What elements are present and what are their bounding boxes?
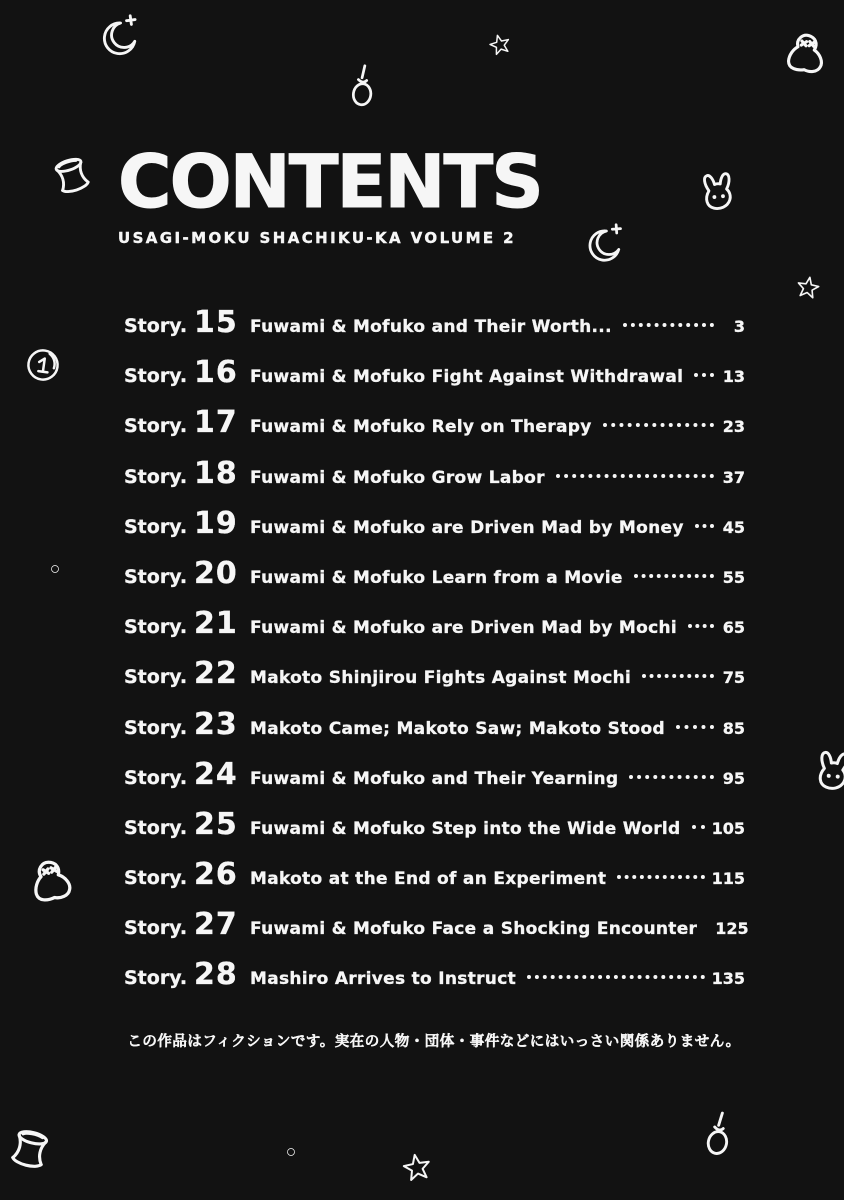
story-label: Story. — [124, 315, 188, 337]
story-title: Makoto at the End of an Experiment — [250, 869, 607, 890]
story-title: Makoto Shinjirou Fights Against Mochi — [250, 668, 632, 689]
teru-teru-bozu-icon — [20, 854, 80, 914]
story-number: 15 — [194, 305, 238, 340]
story-title: Fuwami & Mofuko Step into the Wide World — [250, 818, 681, 839]
dot-circle-icon — [49, 563, 61, 575]
story-label: Story. — [124, 816, 188, 839]
story-page-number: 37 — [722, 467, 745, 487]
dot-leader — [694, 373, 714, 377]
moon-sparkle-icon — [579, 223, 626, 270]
story-page-number: 85 — [722, 718, 745, 738]
story-page-number: 55 — [722, 567, 745, 587]
bunny-icon — [691, 169, 742, 220]
story-title: Makoto Came; Makoto Saw; Makoto Stood — [250, 718, 665, 739]
story-number: 20 — [194, 555, 238, 591]
story-page-number: 3 — [733, 317, 745, 336]
disclaimer-text: この作品はフィクションです。実在の人物・団体・事件などにはいっさい関係ありません。 — [127, 1034, 741, 1050]
story-label: Story. — [124, 917, 188, 940]
story-title: Fuwami & Mofuko are Driven Mad by Money — [250, 517, 684, 538]
story-number: 25 — [194, 806, 238, 842]
story-title: Fuwami & Mofuko Rely on Therapy — [250, 417, 592, 438]
story-number: 21 — [194, 606, 238, 642]
toc-entry — [124, 798, 745, 848]
teru-teru-bozu-icon — [776, 28, 832, 84]
story-title: Fuwami & Mofuko and Their Yearning — [250, 768, 619, 789]
hourglass-icon — [44, 150, 102, 208]
dot-leader — [603, 423, 714, 427]
coin-1-icon — [20, 342, 65, 387]
story-number: 18 — [194, 455, 238, 491]
noose-icon — [341, 64, 385, 108]
dot-leader — [692, 825, 705, 829]
bunny-icon — [805, 747, 844, 799]
toc-entry — [124, 647, 745, 697]
story-number: 16 — [194, 355, 238, 391]
toc-entry — [124, 296, 745, 346]
noose-icon — [694, 1109, 743, 1158]
toc-entry — [124, 898, 749, 948]
story-label: Story. — [124, 666, 188, 689]
story-label: Story. — [124, 415, 188, 438]
story-page-number: 105 — [711, 818, 745, 838]
story-label: Story. — [124, 716, 188, 739]
story-title: Mashiro Arrives to Instruct — [250, 969, 517, 990]
dot-leader — [642, 674, 714, 678]
story-label: Story. — [124, 515, 188, 538]
toc-entry — [124, 597, 745, 647]
story-label: Story. — [124, 565, 188, 588]
story-page-number: 95 — [722, 768, 745, 788]
toc-entry — [124, 848, 745, 898]
story-number: 17 — [194, 405, 238, 441]
star-icon — [485, 30, 514, 59]
moon-sparkle-icon — [91, 13, 143, 65]
dot-leader — [634, 574, 714, 578]
dot-leader — [629, 775, 714, 779]
toc-entry — [124, 447, 745, 497]
star-icon — [398, 1149, 435, 1186]
story-title: Fuwami & Mofuko Face a Shocking Encounter — [250, 919, 698, 940]
story-number: 27 — [194, 907, 238, 943]
dot-leader — [695, 524, 714, 528]
toc-entry — [124, 396, 745, 446]
story-page-number: 75 — [722, 668, 745, 688]
story-title: Fuwami & Mofuko Learn from a Movie — [250, 567, 623, 588]
toc-list — [124, 296, 749, 999]
page-title: CONTENTS — [118, 140, 542, 225]
story-number: 19 — [194, 505, 238, 541]
hourglass-icon — [0, 1123, 59, 1184]
story-number: 26 — [194, 857, 238, 893]
story-label: Story. — [124, 766, 188, 789]
story-label: Story. — [124, 465, 188, 488]
story-label: Story. — [124, 365, 188, 388]
dot-circle-icon — [285, 1146, 297, 1158]
story-page-number: 13 — [722, 367, 745, 387]
dot-leader — [676, 725, 714, 729]
dot-leader — [617, 875, 704, 879]
dot-leader — [527, 975, 705, 979]
story-page-number: 45 — [722, 517, 745, 537]
story-page-number: 115 — [711, 869, 745, 889]
story-number: 28 — [194, 957, 238, 993]
story-number: 23 — [194, 706, 238, 742]
story-label: Story. — [124, 616, 188, 639]
story-label: Story. — [124, 967, 188, 990]
story-number: 24 — [194, 756, 238, 792]
story-title: Fuwami & Mofuko Grow Labor — [250, 467, 545, 488]
toc-entry — [124, 346, 745, 396]
story-title: Fuwami & Mofuko and Their Worth... — [250, 317, 612, 337]
header — [118, 140, 542, 247]
story-title: Fuwami & Mofuko are Driven Mad by Mochi — [250, 618, 677, 639]
toc-entry — [124, 948, 745, 998]
story-label: Story. — [124, 867, 188, 890]
page-subtitle: USAGI-MOKU SHACHIKU-KA VOLUME 2 — [118, 229, 517, 247]
dot-leader — [688, 624, 714, 628]
toc-entry — [124, 547, 745, 597]
toc-entry — [124, 497, 745, 547]
toc-entry — [124, 698, 745, 748]
story-number: 22 — [194, 656, 238, 692]
story-page-number: 23 — [722, 417, 745, 437]
story-title: Fuwami & Mofuko Fight Against Withdrawal — [250, 367, 684, 388]
star-icon — [793, 273, 823, 303]
story-page-number: 125 — [715, 919, 749, 939]
dot-leader — [556, 474, 714, 478]
dot-leader — [623, 323, 714, 327]
toc-entry — [124, 748, 745, 798]
story-page-number: 135 — [711, 969, 745, 989]
story-page-number: 65 — [722, 618, 745, 638]
